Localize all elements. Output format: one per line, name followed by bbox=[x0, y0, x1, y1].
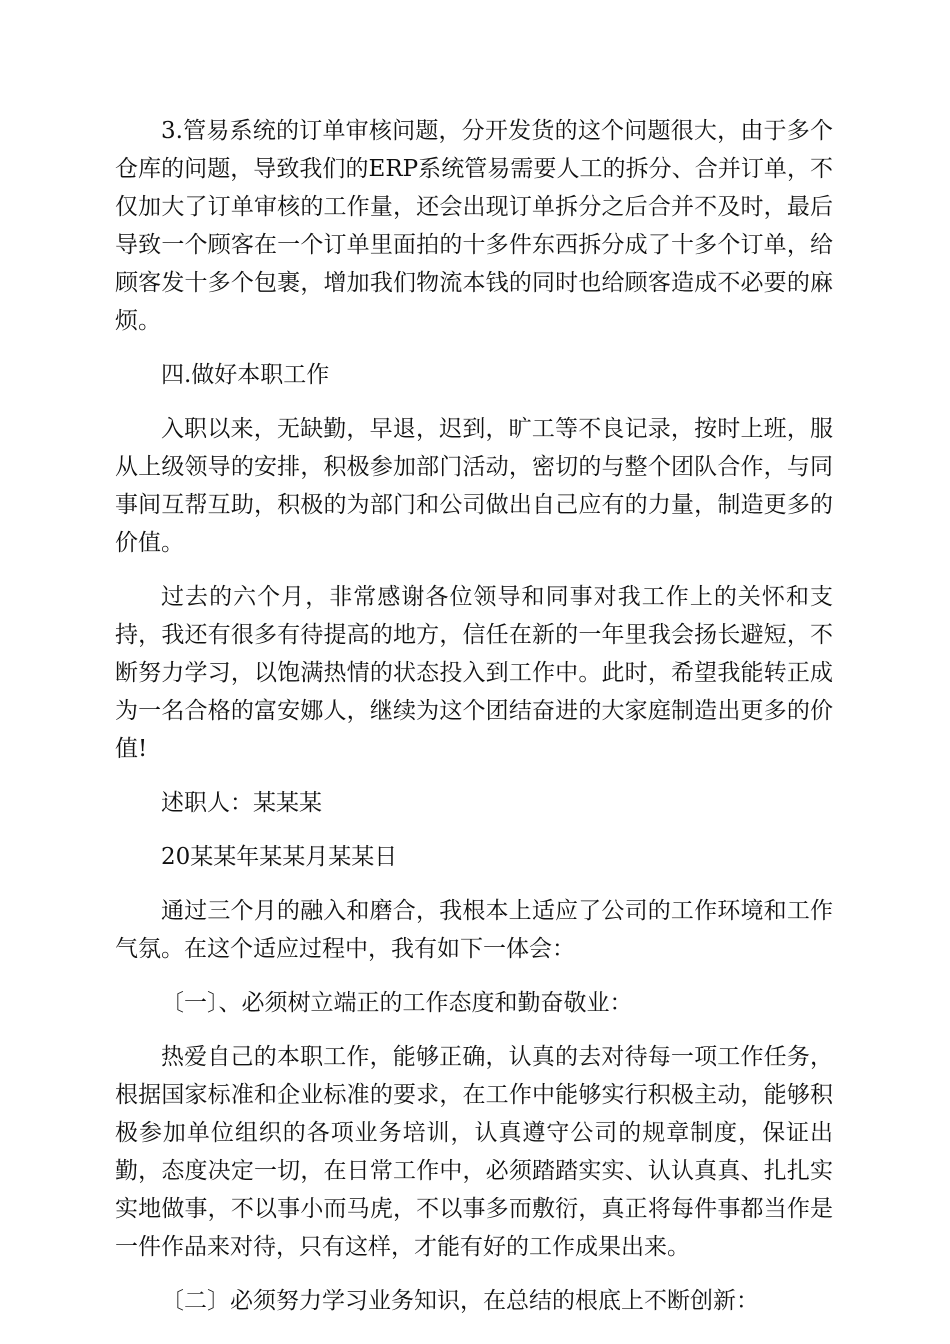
paragraph-attendance: 入职以来，无缺勤，早退，迟到，旷工等不良记录，按时上班，服从上级领导的安排，积极参加部门活动，密切的与整个团队合作，与同事间互帮互助，积极的为部门和公司做出自己应有的力量，制造更多的价值。 bbox=[115, 416, 833, 556]
paragraph-order-review-issue: 3.管易系统的订单审核问题，分开发货的这个问题很大，由于多个仓库的问题，导致我们的ERP系统管易需要人工的拆分、合并订单，不仅加大了订单审核的工作量，还会出现订单拆分之后合并不及时，最后导致一个顾客在一个订单里面拍的十多件东西拆分成了十多个订单，给顾客发十多个包裹，增加我们物流本钱的同时也给顾客造成不必要的麻烦。 bbox=[115, 118, 833, 334]
paragraph-work-attitude: 热爱自己的本职工作，能够正确，认真的去对待每一项工作任务，根据国家标准和企业标准的要求，在工作中能够实行积极主动，能够积极参加单位组织的各项业务培训，认真遵守公司的规章制度，保证出勤，态度决定一切，在日常工作中，必须踏踏实实、认认真真、扎扎实实地做事，不以事小而马虎，不以事多而敷衍，真正将每件事都当作是一件作品来对待，只有这样，才能有好的工作成果出来。 bbox=[115, 1044, 833, 1260]
heading-do-job-well: 四.做好本职工作 bbox=[161, 362, 330, 388]
paragraph-thanks: 过去的六个月，非常感谢各位领导和同事对我工作上的关怀和支持，我还有很多有待提高的地方，信任在新的一年里我会扬长避短，不断努力学习，以饱满热情的状态投入到工作中。此时，希望我能转正成为一名合格的富安娜人，继续为这个团结奋进的大家庭制造出更多的价值! bbox=[115, 584, 833, 762]
paragraph-adaptation: 通过三个月的融入和磨合，我根本上适应了公司的工作环境和工作气氛。在这个适应过程中，我有如下一体会： bbox=[115, 898, 833, 962]
date-line: 20某某年某某月某某日 bbox=[161, 844, 398, 870]
document-page bbox=[115, 112, 833, 1336]
heading-section-two: 〔二〕必须努力学习业务知识，在总结的根底上不断创新： bbox=[161, 1288, 759, 1314]
heading-section-one: 〔一〕、必须树立端正的工作态度和勤奋敬业： bbox=[161, 990, 633, 1016]
signature-line: 述职人：某某某 bbox=[161, 790, 322, 816]
